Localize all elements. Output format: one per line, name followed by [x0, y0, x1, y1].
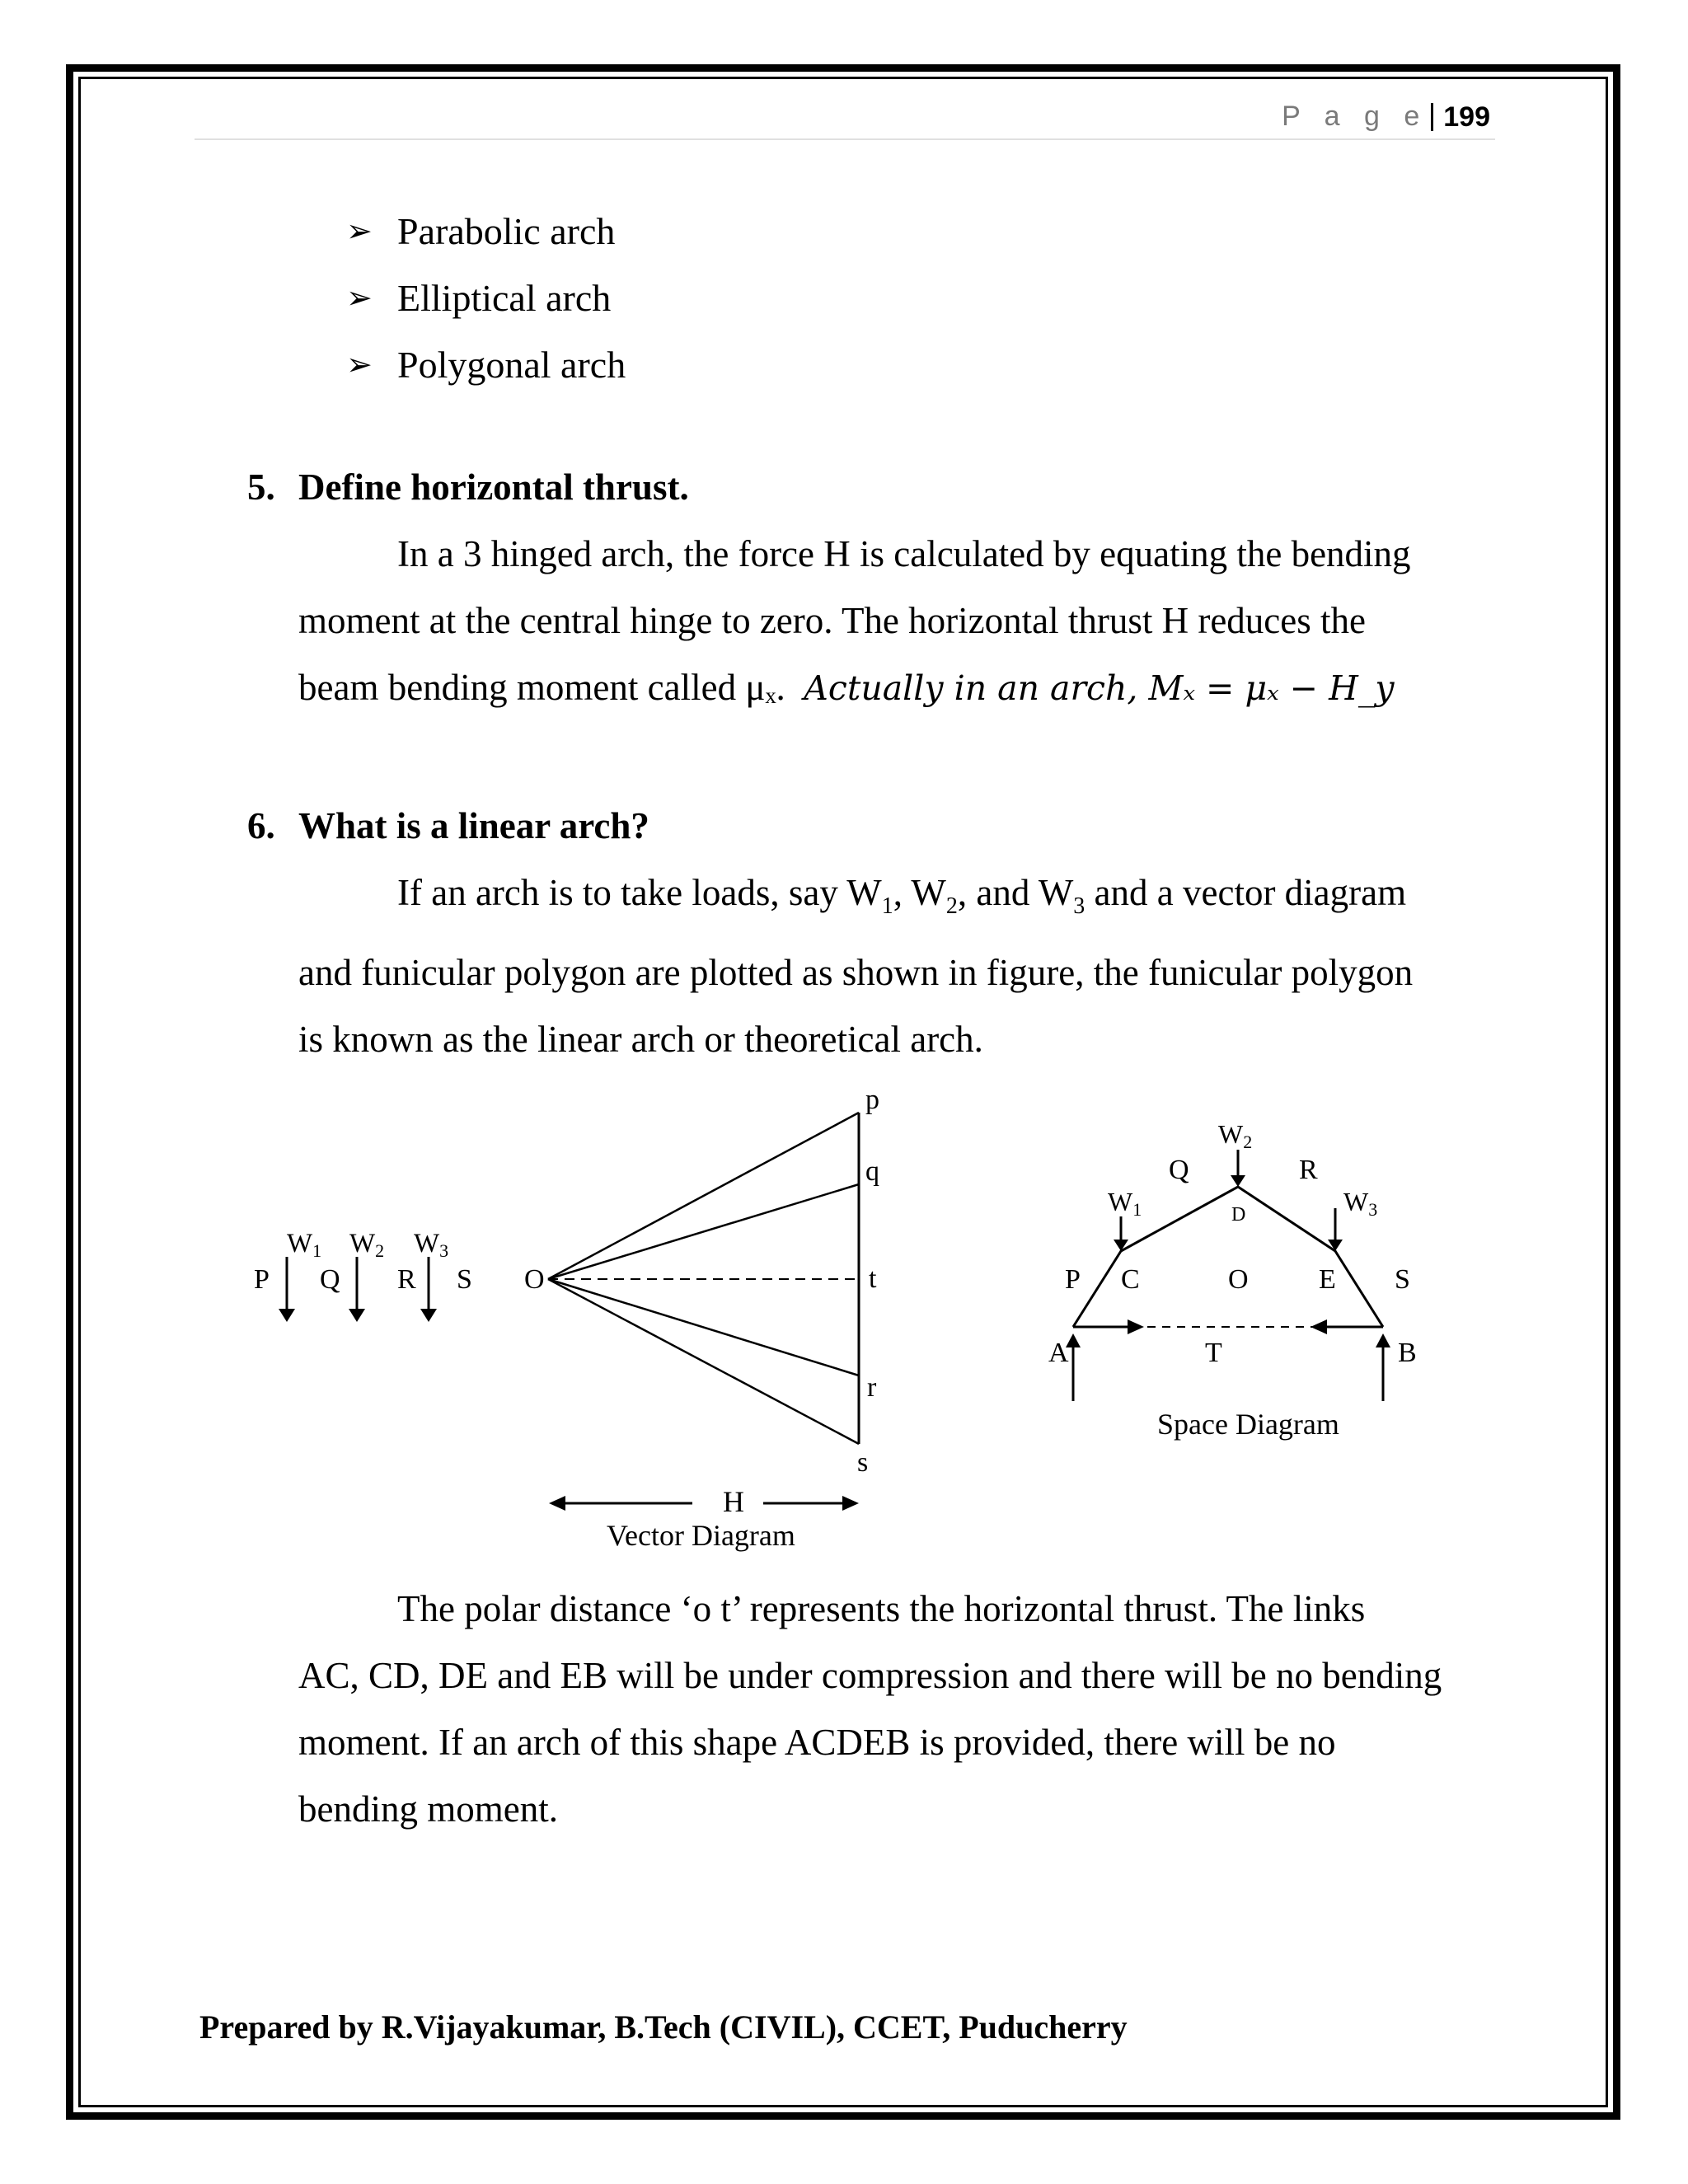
list-item-label: Parabolic arch — [397, 210, 616, 252]
list-item-label: Elliptical arch — [397, 277, 612, 319]
subscript: 2 — [945, 893, 958, 919]
paragraph-line: bending moment. — [298, 1788, 558, 1830]
bullet-arrow-icon: ➢ — [346, 281, 373, 316]
answer-text: , W — [893, 872, 946, 913]
paragraph-line: AC, CD, DE and EB will be under compression and there will be no bending — [298, 1655, 1442, 1696]
load-space-r: R — [397, 1264, 416, 1295]
answer-text: , and W — [957, 872, 1074, 913]
load-diagram — [254, 1229, 472, 1322]
page-number: 199 — [1431, 103, 1490, 131]
space-region-q: Q — [1169, 1155, 1189, 1185]
space-region-r: R — [1299, 1155, 1318, 1185]
arrowhead-icon — [420, 1309, 437, 1322]
space-w2-label: W2 — [1218, 1119, 1253, 1152]
load-w1-label: W1 — [287, 1229, 322, 1261]
support-a-label: A — [1048, 1338, 1069, 1368]
point-r-label: r — [867, 1372, 877, 1403]
question-6-title: What is a linear arch? — [298, 805, 649, 846]
subscript: 1 — [881, 893, 893, 919]
answer-line: is known as the linear arch or theoretical arch. — [298, 1019, 983, 1060]
answer-text: beam bending moment called μₓ. — [298, 667, 785, 708]
question-6-number: 6. — [247, 805, 275, 846]
space-region-s: S — [1395, 1264, 1410, 1295]
vector-diagram-caption: Vector Diagram — [607, 1519, 795, 1552]
point-p-label: p — [865, 1085, 879, 1115]
answer-line: In a 3 hinged arch, the force H is calculated by equating the bending — [397, 533, 1411, 574]
answer-text: and a vector diagram — [1085, 872, 1407, 913]
joint-d-label: D — [1231, 1204, 1246, 1226]
answer-text: If an arch is to take loads, say W — [397, 872, 882, 913]
arrowhead-icon — [349, 1309, 365, 1322]
subscript: 3 — [1073, 893, 1085, 919]
space-w1-label: W1 — [1108, 1187, 1142, 1220]
moment-equation: Actually in an arch, Mₓ = μₓ − H_y — [804, 668, 1395, 708]
ray-op — [548, 1113, 859, 1279]
bullet-arrow-icon: ➢ — [346, 348, 373, 382]
answer-line: moment at the central hinge to zero. The horizontal thrust H reduces the — [298, 600, 1366, 641]
list-item-label: Polygonal arch — [397, 344, 626, 386]
answer-line: and funicular polygon are plotted as shown in figure, the funicular polygon — [298, 952, 1414, 993]
load-w2-label: W2 — [349, 1229, 385, 1261]
arrowhead-icon — [1311, 1319, 1327, 1334]
space-diagram-caption: Space Diagram — [1157, 1408, 1339, 1441]
vector-diagram — [524, 1085, 879, 1552]
paragraph-line: moment. If an arch of this shape ACDEB is provided, there will be no — [298, 1722, 1336, 1763]
support-b-label: B — [1398, 1338, 1417, 1368]
joint-c-label: C — [1121, 1264, 1140, 1295]
footer-credit: Prepared by R.Vijayakumar, B.Tech (CIVIL), CCET, Puducherry — [199, 2008, 1128, 2046]
arrowhead-icon — [1328, 1240, 1343, 1251]
space-w3-label: W3 — [1343, 1187, 1378, 1220]
question-5-title: Define horizontal thrust. — [298, 466, 689, 508]
arrowhead-icon — [549, 1496, 565, 1511]
question-5-number: 5. — [247, 466, 275, 508]
load-space-p: P — [254, 1264, 270, 1295]
ray-oq — [548, 1184, 859, 1279]
space-region-p: P — [1065, 1264, 1081, 1295]
point-s-label: s — [857, 1447, 869, 1478]
point-t-label: t — [869, 1263, 877, 1294]
paragraph-line: The polar distance ‘o t’ represents the horizontal thrust. The links — [397, 1588, 1366, 1629]
space-diagram — [1048, 1119, 1417, 1441]
load-space-q: Q — [320, 1264, 340, 1295]
arrowhead-icon — [279, 1309, 295, 1322]
arrowhead-icon — [1231, 1175, 1245, 1187]
bullet-arrow-icon: ➢ — [346, 214, 373, 249]
pole-o-label: O — [524, 1264, 545, 1295]
arrowhead-icon — [1376, 1333, 1390, 1347]
space-region-o: O — [1228, 1264, 1249, 1295]
h-dimension-label: H — [723, 1485, 744, 1518]
thrust-t-label: T — [1205, 1338, 1222, 1368]
conclusion-paragraph — [298, 1576, 1502, 1843]
page-label: P a g e — [1282, 101, 1428, 132]
load-space-s: S — [457, 1264, 472, 1295]
point-q-label: q — [865, 1156, 879, 1187]
arrowhead-icon — [1128, 1319, 1144, 1334]
arrowhead-icon — [842, 1496, 859, 1511]
load-w3-label: W3 — [414, 1229, 449, 1261]
joint-e-label: E — [1319, 1264, 1336, 1295]
